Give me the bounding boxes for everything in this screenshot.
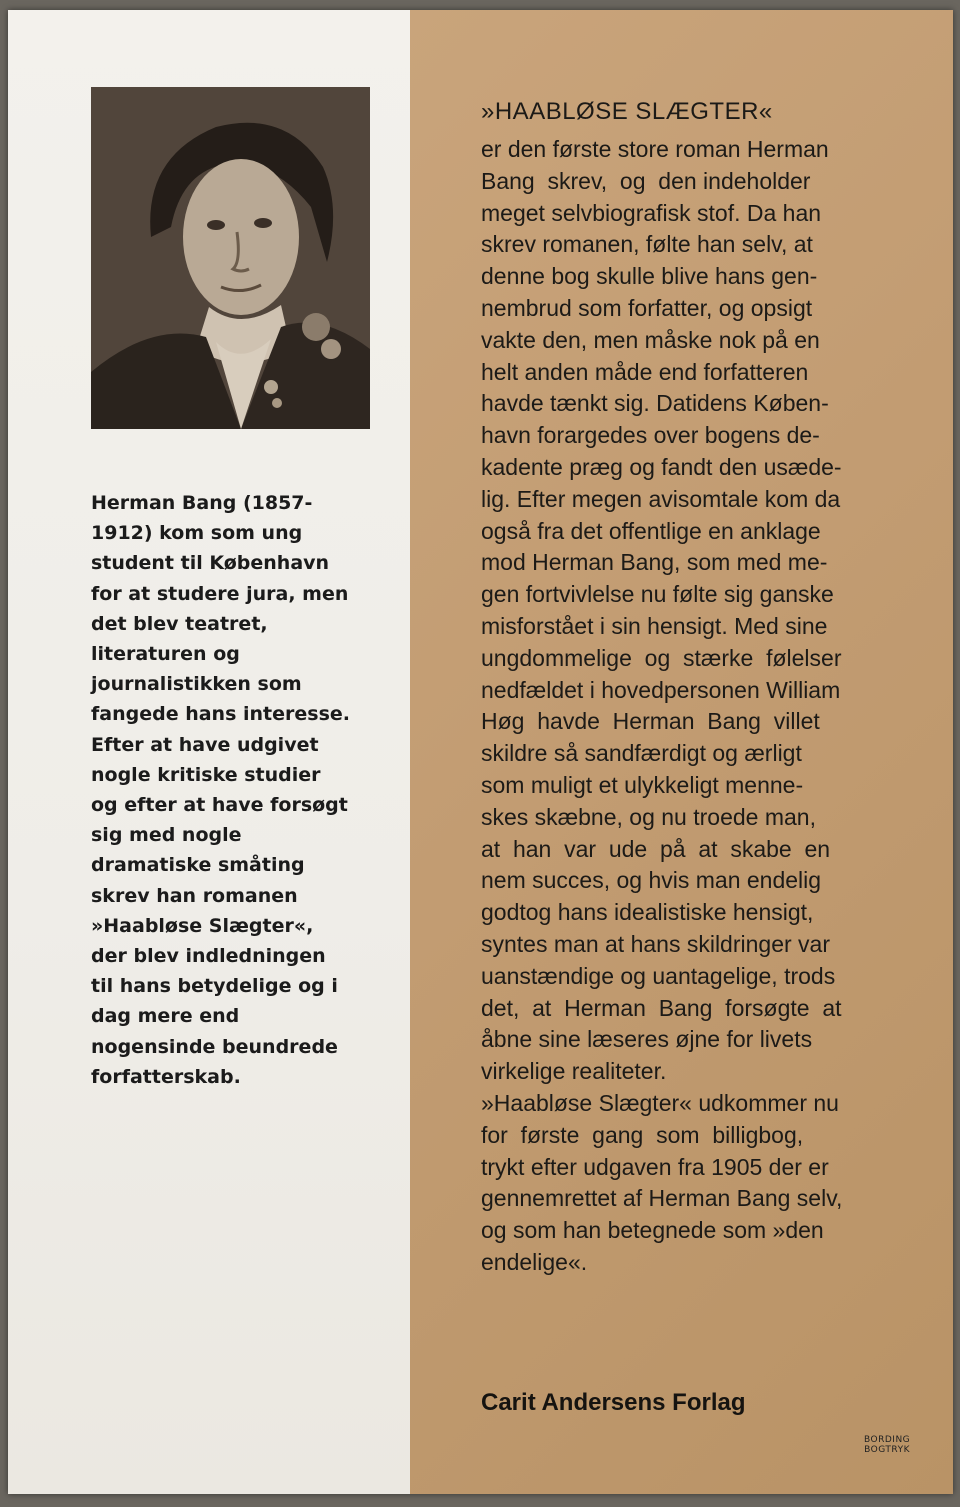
description-line: er den første store roman Herman [481,136,829,162]
bio-line: og efter at have forsøgt [91,794,348,817]
bio-line: 1912) kom som ung [91,522,303,545]
bio-line: Herman Bang (1857- [91,492,313,514]
bio-line: journalistikken som [91,673,302,696]
printer-mark-line-1: BORDING [864,1435,911,1445]
bio-line: skrev han romanen [91,884,298,907]
description-line: meget selvbiografisk stof. Da han [481,199,822,226]
description-line: vakte den, men måske nok på en [481,326,820,353]
description-line: ungdommelige og stærke følelser [481,644,842,671]
bio-line: der blev indledningen [91,945,326,968]
bio-line: fangede hans interesse. [91,703,350,726]
bio-line: Efter at have udgivet [91,733,319,756]
description-line: gen fortvivlelse nu følte sig ganske [481,581,834,608]
author-bio [91,488,391,1092]
description-line: nedfældet i hovedpersonen William [481,676,841,703]
description-line: skildre så sandfærdigt og ærligt [481,740,802,767]
description-line: uanstændige og uantagelige, trods [481,962,836,989]
description-line: trykt efter udgaven fra 1905 der er [481,1153,829,1180]
description-line: lig. Efter megen avisomtale kom da [481,485,841,512]
description-line: nem succes, og hvis man endelig [481,867,822,894]
description-line: havde tænkt sig. Datidens Køben- [481,390,829,417]
bio-line: sig med nogle [91,824,242,847]
bio-line: nogensinde beundrede [91,1035,338,1058]
description-line: skes skæbne, og nu troede man, [481,803,816,830]
printer-mark [864,1435,910,1455]
description-line: endelige«. [481,1248,588,1275]
bio-line: literaturen og [91,643,240,666]
book-title-heading: »HAABLØSE SLÆGTER« [481,98,773,125]
portrait-photo [91,87,370,429]
publisher-name: Carit Andersens Forlag [481,1389,746,1416]
bio-line: student til København [91,552,330,575]
description-line: syntes man at hans skildringer var [481,930,830,957]
bio-line: nogle kritiske studier [91,763,321,786]
printer-mark-line-2: BOGTRYK [864,1445,910,1455]
left-panel [8,10,410,1494]
description-line: mod Herman Bang, som med me- [481,549,828,576]
description-line: åbne sine læseres øjne for livets [481,1026,813,1053]
bio-line: forfatterskab. [91,1065,241,1088]
description-line: at han var ude på at skabe en [481,835,831,862]
description-line: havn forargedes over bogens de- [481,422,820,449]
description-line: helt anden måde end forfatteren [481,358,809,385]
description-line: det, at Herman Bang forsøgte at [481,994,842,1021]
description-line: misforstået i sin hensigt. Med sine [481,612,828,639]
description-line: gennemrettet af Herman Bang selv, [481,1185,843,1212]
bio-line: for at studere jura, men [91,582,349,605]
book-back-cover [8,10,953,1494]
bio-line: til hans betydelige og i [91,975,338,998]
description-line: »Haabløse Slægter« udkommer nu [481,1089,839,1116]
description-line: virkelige realiteter. [481,1058,667,1085]
description-line: Bang skrev, og den indeholder [481,167,811,194]
description-line: nembrud som forfatter, og opsigt [481,294,813,321]
bio-line: dag mere end [91,1005,240,1028]
description-line: kadente præg og fandt den usæde- [481,453,842,480]
description-line: skrev romanen, følte han selv, at [481,231,813,258]
author-portrait-photo [91,87,370,429]
description-line: denne bog skulle blive hans gen- [481,263,818,290]
description-line: også fra det offentlige en anklage [481,517,821,544]
description-line: og som han betegnede som »den [481,1217,824,1244]
bio-line: det blev teatret, [91,612,268,635]
book-description [481,134,842,1279]
description-line: Høg havde Herman Bang villet [481,708,820,735]
bio-line: »Haabløse Slægter«, [91,914,314,937]
description-line: for første gang som billigbog, [481,1121,804,1148]
bio-line: dramatiske småting [91,854,305,877]
description-line: som muligt et ulykkeligt menne- [481,771,804,798]
description-line: godtog hans idealistiske hensigt, [481,899,814,926]
